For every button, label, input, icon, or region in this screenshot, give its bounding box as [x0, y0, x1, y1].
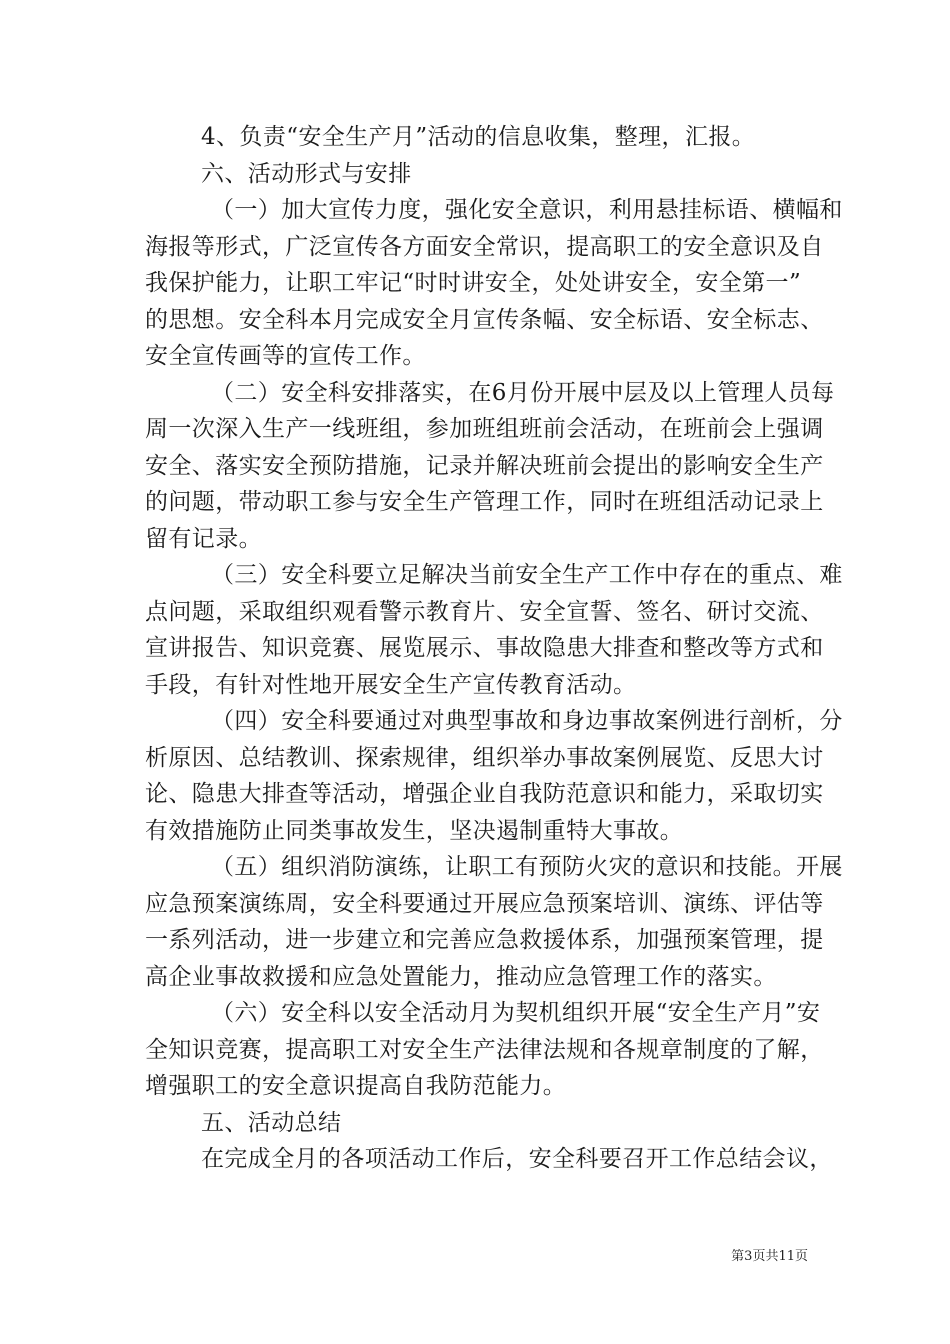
text-line: 的思想。安全科本月完成安全月宣传条幅、安全标语、安全标志、: [145, 306, 824, 333]
text-line: 安全宣传画等的宣传工作。: [145, 343, 426, 369]
text-line: （三）安全科要立足解决当前安全生产工作中存在的重点、难: [211, 562, 843, 588]
text-line: 高企业事故救援和应急处置能力，推动应急管理工作的落实。: [145, 963, 777, 990]
text-line: 4、负责“安全生产月”活动的信息收集，整理，汇报。: [201, 124, 756, 150]
text-line: （五）组织消防演练，让职工有预防火灾的意识和技能。开展: [211, 854, 843, 880]
text-line: （六）安全科以安全活动月为契机组织开展“安全生产月”安: [211, 1000, 821, 1026]
page-number: 第3页共11页: [731, 1249, 808, 1264]
text-line: 应急预案演练周，安全科要通过开展应急预案培训、演练、评估等: [145, 890, 824, 917]
text-line: 点问题，采取组织观看警示教育片、安全宣誓、签名、研讨交流、: [145, 598, 824, 625]
text-line: 析原因、总结教训、探索规律，组织举办事故案例展览、反思大讨: [145, 744, 824, 771]
text-line: 五、活动总结: [201, 1109, 342, 1136]
text-line: 有效措施防止同类事故发生，坚决遏制重特大事故。: [145, 817, 684, 844]
text-line: （四）安全科要通过对典型事故和身边事故案例进行剖析，分: [211, 708, 843, 734]
text-line: 手段，有针对性地开展安全生产宣传教育活动。: [145, 671, 637, 698]
text-line: 一系列活动，进一步建立和完善应急救援体系，加强预案管理，提: [145, 927, 824, 953]
text-line: 论、隐患大排查等活动，增强企业自我防范意识和能力，采取切实: [145, 781, 824, 807]
text-line: （二）安全科安排落实，在6月份开展中层及以上管理人员每: [211, 379, 835, 406]
text-line: 我保护能力，让职工牢记“时时讲安全，处处讲安全，安全第一”: [145, 270, 802, 296]
document-body: [145, 119, 843, 1178]
text-line: （一）加大宣传力度，强化安全意识，利用悬挂标语、横幅和: [211, 197, 843, 223]
text-line: 六、活动形式与安排: [201, 160, 412, 187]
text-line: 安全、落实安全预防措施，记录并解决班前会提出的影响安全生产: [145, 452, 824, 479]
text-line: 海报等形式，广泛宣传各方面安全常识，提高职工的安全意识及自: [145, 233, 824, 260]
text-line: 周一次深入生产一线班组，参加班组班前会活动，在班前会上强调: [145, 416, 824, 442]
text-line: 留有记录。: [145, 525, 262, 552]
text-line: 宣讲报告、知识竞赛、展览展示、事故隐患大排查和整改等方式和: [145, 635, 824, 661]
text-line: 全知识竞赛，提高职工对安全生产法律法规和各规章制度的了解，: [145, 1036, 824, 1063]
text-line: 增强职工的安全意识提高自我防范能力。: [145, 1073, 567, 1099]
text-line: 在完成全月的各项活动工作后，安全科要召开工作总结会议，: [201, 1146, 833, 1172]
text-line: 的问题，带动职工参与安全生产管理工作，同时在班组活动记录上: [145, 489, 824, 515]
